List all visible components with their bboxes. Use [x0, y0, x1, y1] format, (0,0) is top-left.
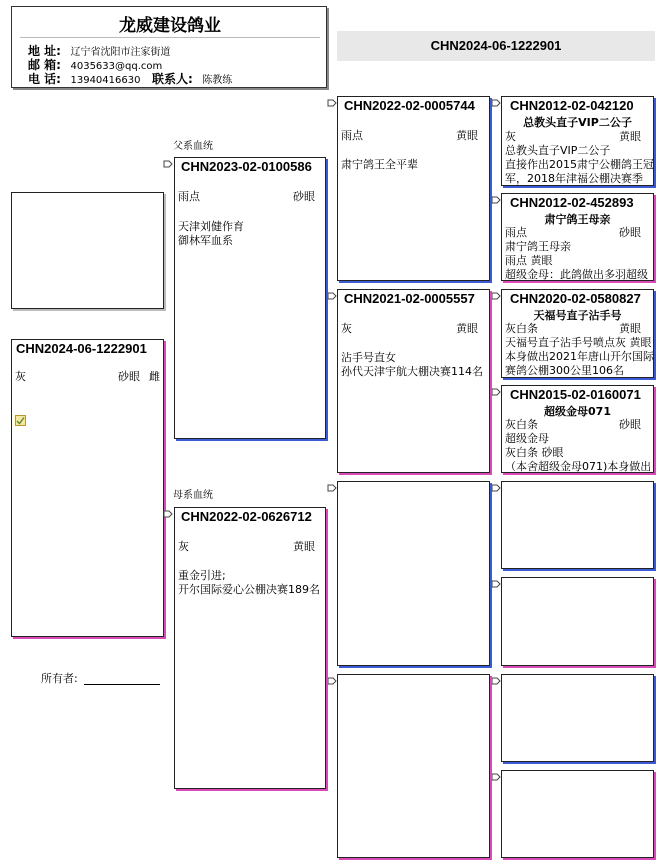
sss-note-1: 总教头直子VIP二公子 — [505, 144, 611, 157]
phone-value: 13940416630 — [70, 75, 141, 86]
sdd-card — [501, 385, 654, 473]
sds-note-2: 本身做出2021年唐山开尔国际 — [505, 350, 654, 363]
dam-color: 灰 — [178, 540, 189, 553]
sss-note-3: 军，2018年津福公棚决赛季 — [505, 172, 643, 185]
sds-eye: 黄眼 — [619, 322, 641, 335]
sd-note-1: 沾手号直女 — [341, 351, 396, 364]
sd-ring: CHN2021-02-0005557 — [344, 291, 475, 306]
subject-eye: 砂眼 — [118, 370, 140, 383]
arrow-icon — [327, 676, 337, 686]
sdd-ring: CHN2015-02-0160071 — [510, 387, 641, 402]
sdd-note-1: 超级金母 — [505, 432, 549, 445]
sd-note-2: 孙代天津宇航大棚决赛114名 — [341, 365, 483, 378]
ddd-card — [501, 770, 654, 858]
maternal-label: 母系血统 — [173, 490, 213, 501]
header-divider — [20, 37, 320, 38]
subject-color: 灰 — [15, 370, 26, 383]
arrow-icon — [491, 195, 501, 205]
subject-ring: CHN2024-06-1222901 — [16, 341, 147, 356]
sire-eye: 砂眼 — [293, 190, 315, 203]
sss-eye: 黄眼 — [619, 130, 641, 143]
photo-box — [11, 192, 164, 309]
email-label: 邮 箱: — [28, 58, 61, 72]
sss-color: 灰 — [505, 130, 516, 143]
paternal-label: 父系血统 — [173, 141, 213, 152]
sire-ring: CHN2023-02-0100586 — [181, 159, 312, 174]
sss-note-2: 直接作出2015肃宁公棚鸽王冠 — [505, 158, 654, 171]
sdd-name: 超级金母071 — [544, 405, 611, 418]
ssd-note-3: 超级金母：此鸽做出多羽超级 — [505, 268, 648, 281]
sd-color: 灰 — [341, 322, 352, 335]
dsd-card — [501, 577, 654, 666]
sds-note-1: 天福号直子沾手号喷点灰 黄眼 — [505, 336, 652, 349]
owner-label: 所有者: — [41, 672, 78, 685]
address-label: 地 址: — [28, 44, 61, 58]
ss-ring: CHN2022-02-0005744 — [344, 98, 475, 113]
ss-card — [337, 96, 490, 281]
sds-name: 天福号直子沾手号 — [533, 309, 622, 322]
ss-eye: 黄眼 — [456, 129, 478, 142]
arrow-icon — [327, 98, 337, 108]
ssd-note-2: 雨点 黄眼 — [505, 254, 553, 267]
arrow-icon — [491, 676, 501, 686]
dam-card — [174, 507, 326, 789]
ds-card — [337, 481, 490, 666]
ssd-name: 肃宁鸽王母亲 — [544, 213, 611, 226]
sire-color: 雨点 — [178, 190, 200, 203]
arrow-icon — [491, 291, 501, 301]
sdd-color: 灰白条 — [505, 418, 538, 431]
arrow-icon — [491, 483, 501, 493]
arrow-icon — [491, 98, 501, 108]
header-ring: CHN2024-06-1222901 — [430, 38, 562, 53]
ssd-card — [501, 193, 654, 281]
email-value: 4035633@qq.com — [70, 61, 163, 72]
arrow-icon — [327, 291, 337, 301]
dam-eye: 黄眼 — [293, 540, 315, 553]
phone-label: 电 话: — [28, 72, 61, 86]
sds-ring: CHN2020-02-0580827 — [510, 291, 641, 306]
sds-color: 灰白条 — [505, 322, 538, 335]
sd-eye: 黄眼 — [456, 322, 478, 335]
sire-note-1: 天津刘健作育 — [178, 220, 244, 233]
note-icon — [15, 415, 26, 426]
arrow-icon — [491, 772, 501, 782]
sds-note-3: 赛鸽公棚300公里106名 — [505, 364, 624, 377]
sss-card — [501, 96, 654, 186]
sss-ring: CHN2012-02-042120 — [510, 98, 634, 113]
ssd-ring: CHN2012-02-452893 — [510, 195, 634, 210]
subject-card — [11, 339, 164, 637]
arrow-icon — [163, 509, 173, 519]
contact-value: 陈教练 — [202, 75, 233, 86]
owner-line — [84, 684, 160, 685]
sds-card — [501, 289, 654, 378]
dam-note-2: 开尔国际爱心公棚决赛189名 — [178, 583, 320, 596]
arrow-icon — [327, 483, 337, 493]
dds-card — [501, 674, 654, 762]
ssd-eye: 砂眼 — [619, 226, 641, 239]
dd-card — [337, 674, 490, 858]
ss-note-1: 肃宁鸽王全平辈 — [341, 158, 418, 171]
ss-color: 雨点 — [341, 129, 363, 142]
ssd-note-1: 肃宁鸽王母亲 — [505, 240, 571, 253]
sdd-note-2: 灰白条 砂眼 — [505, 446, 564, 459]
sd-card — [337, 289, 490, 473]
dam-note-1: 重金引进; — [178, 569, 226, 582]
dam-ring: CHN2022-02-0626712 — [181, 509, 312, 524]
address-value: 辽宁省沈阳市注家街道 — [70, 47, 171, 58]
dss-card — [501, 481, 654, 569]
arrow-icon — [163, 159, 173, 169]
company-name: 龙威建设鸽业 — [119, 16, 221, 36]
sss-name: 总教头直子VIP二公子 — [523, 116, 632, 129]
ssd-color: 雨点 — [505, 226, 527, 239]
subject-sex: 雌 — [149, 370, 160, 383]
sdd-note-3: （本舍超级金母071)本身做出 — [505, 460, 652, 473]
arrow-icon — [491, 387, 501, 397]
sdd-eye: 砂眼 — [619, 418, 641, 431]
sire-card — [174, 157, 326, 439]
contact-label: 联系人: — [152, 72, 193, 86]
company-card — [11, 6, 327, 88]
arrow-icon — [491, 579, 501, 589]
sire-note-2: 御林军血系 — [178, 234, 233, 247]
